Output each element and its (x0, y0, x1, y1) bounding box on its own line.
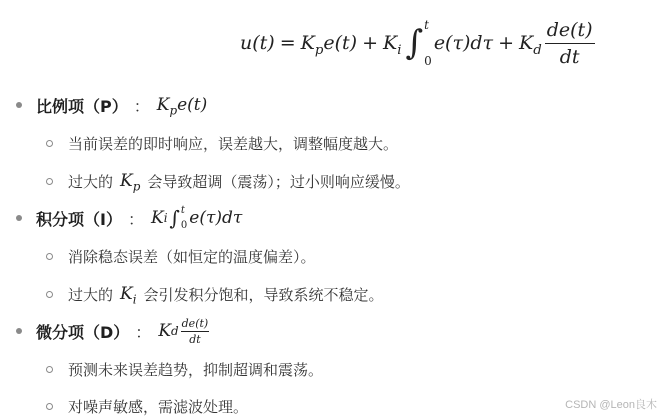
list-item: 对噪声敏感，需滤波处理。 (46, 394, 248, 418)
bullet-circle-icon (46, 178, 53, 185)
section-d-heading: 微分项（D） ： K d $\frac{de(t)}{dt}$ (16, 314, 209, 348)
inline-math: $K_p$ (120, 171, 141, 194)
bullet-circle-icon (46, 140, 53, 147)
bullet-dot-icon (16, 328, 22, 334)
bullet-dot-icon (16, 102, 22, 108)
section-math: K i ∫ t 0 e(τ)dτ (150, 205, 243, 231)
formula-lhs: u(t) (240, 32, 275, 54)
list-item: 预测未来误差趋势，抑制超调和震荡。 (46, 357, 323, 381)
formula-kd: $K_d$ (519, 32, 542, 58)
formula-equals: = (279, 32, 296, 54)
integral-sign-icon: ∫ (169, 206, 180, 230)
formula-kp: $K_p$ (300, 32, 324, 58)
list-item: 过大的 $K_p$ 会导致超调（震荡）；过小则响应缓慢。 (46, 169, 410, 193)
list-item: 消除稳态误差（如恒定的温度偏差）。 (46, 244, 316, 268)
formula-integral (405, 18, 431, 68)
formula-derivative (545, 19, 595, 68)
bullet-circle-icon (46, 366, 53, 373)
section-term: 比例项（P） (36, 96, 128, 116)
section-term: 积分项（I） (36, 209, 122, 229)
watermark: CSDN @Leon良木 (565, 399, 657, 411)
derivative-numerator: de(t) (545, 19, 595, 44)
bullet-circle-icon (46, 291, 53, 298)
inline-math: $K_i$ (120, 284, 137, 307)
formula-ki: $K_i$ (382, 32, 402, 58)
section-p-heading: 比例项（P） ： $K_pe(t)$ (16, 92, 207, 118)
list-item: 过大的 $K_i$ 会引发积分饱和，导致系统不稳定。 (46, 282, 384, 306)
bullet-circle-icon (46, 403, 53, 410)
section-term: 微分项（D） (36, 322, 130, 342)
derivative-denominator: dt (559, 45, 580, 68)
formula-integrand: e(τ)dτ (433, 32, 494, 54)
bullet-circle-icon (46, 253, 53, 260)
integral-lower-limit: 0 (424, 54, 432, 68)
formula-plus-1: + (362, 32, 378, 54)
formula-plus-2: + (498, 32, 514, 54)
integral-sign-icon: ∫ (405, 23, 424, 63)
list-item: 当前误差的即时响应，误差越大，调整幅度越大。 (46, 131, 398, 155)
section-math: $K_pe(t)$ (156, 95, 208, 118)
section-math: K d $\frac{de(t)}{dt}$ (158, 316, 209, 346)
section-i-heading: 积分项（I） ： K i ∫ t 0 e(τ)dτ (16, 203, 242, 233)
pid-formula (240, 14, 595, 72)
integral-upper-limit: t (424, 18, 429, 32)
formula-et: e(t) (323, 32, 358, 54)
bullet-dot-icon (16, 215, 22, 221)
